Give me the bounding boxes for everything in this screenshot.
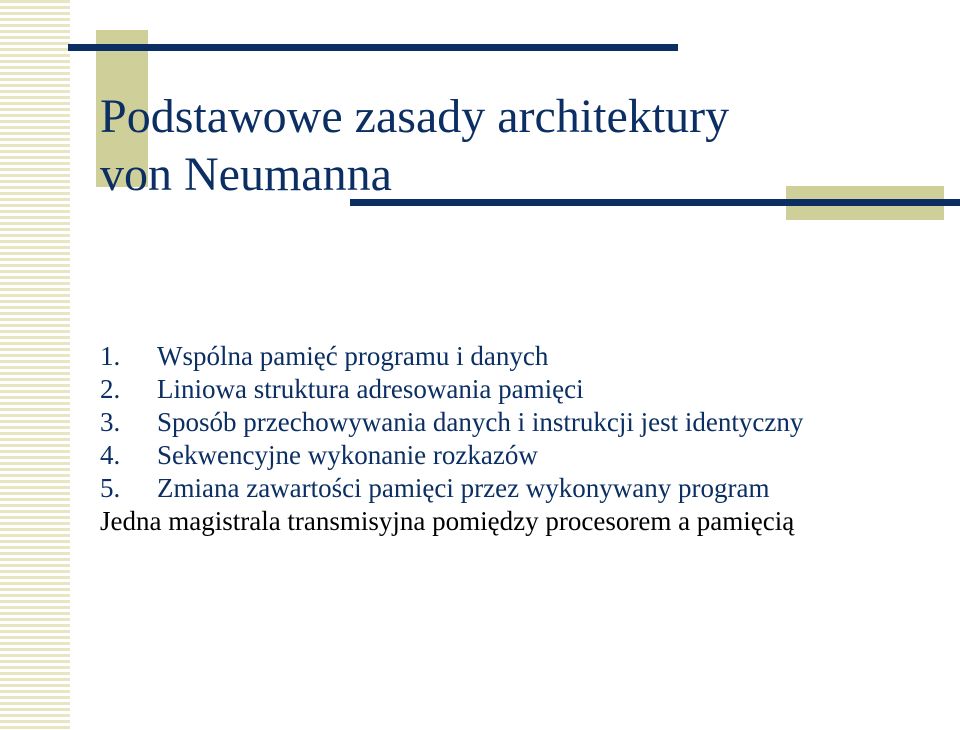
list-item-text: Zmiana zawartości pamięci przez wykonywany program	[157, 473, 770, 503]
top-rule	[68, 44, 678, 51]
list-number: 3.	[100, 407, 121, 437]
title-line-1: Podstawowe zasady architektury	[100, 90, 730, 143]
list-number: 2.	[100, 374, 121, 404]
list-number: 1.	[100, 341, 121, 371]
list-item	[100, 373, 950, 406]
list-item	[100, 340, 950, 373]
decorative-stripes	[0, 0, 70, 730]
slide-title	[100, 88, 950, 204]
list-item-text: Sposób przechowywania danych i instrukcji jest identyczny	[157, 407, 804, 437]
list-number: 4.	[100, 440, 121, 470]
list-item-text: Liniowa struktura adresowania pamięci	[157, 374, 584, 404]
list-item	[100, 439, 950, 472]
list-item	[100, 406, 950, 439]
list-item-text: Sekwencyjne wykonanie rozkazów	[157, 440, 538, 470]
list-item	[100, 472, 950, 505]
list-number: 5.	[100, 473, 121, 503]
list-item-text: Wspólna pamięć programu i danych	[157, 341, 549, 371]
slide-content	[100, 340, 950, 538]
title-line-2: von Neumanna	[100, 148, 392, 201]
final-statement: Jedna magistrala transmisyjna pomiędzy procesorem a pamięcią	[100, 506, 795, 536]
